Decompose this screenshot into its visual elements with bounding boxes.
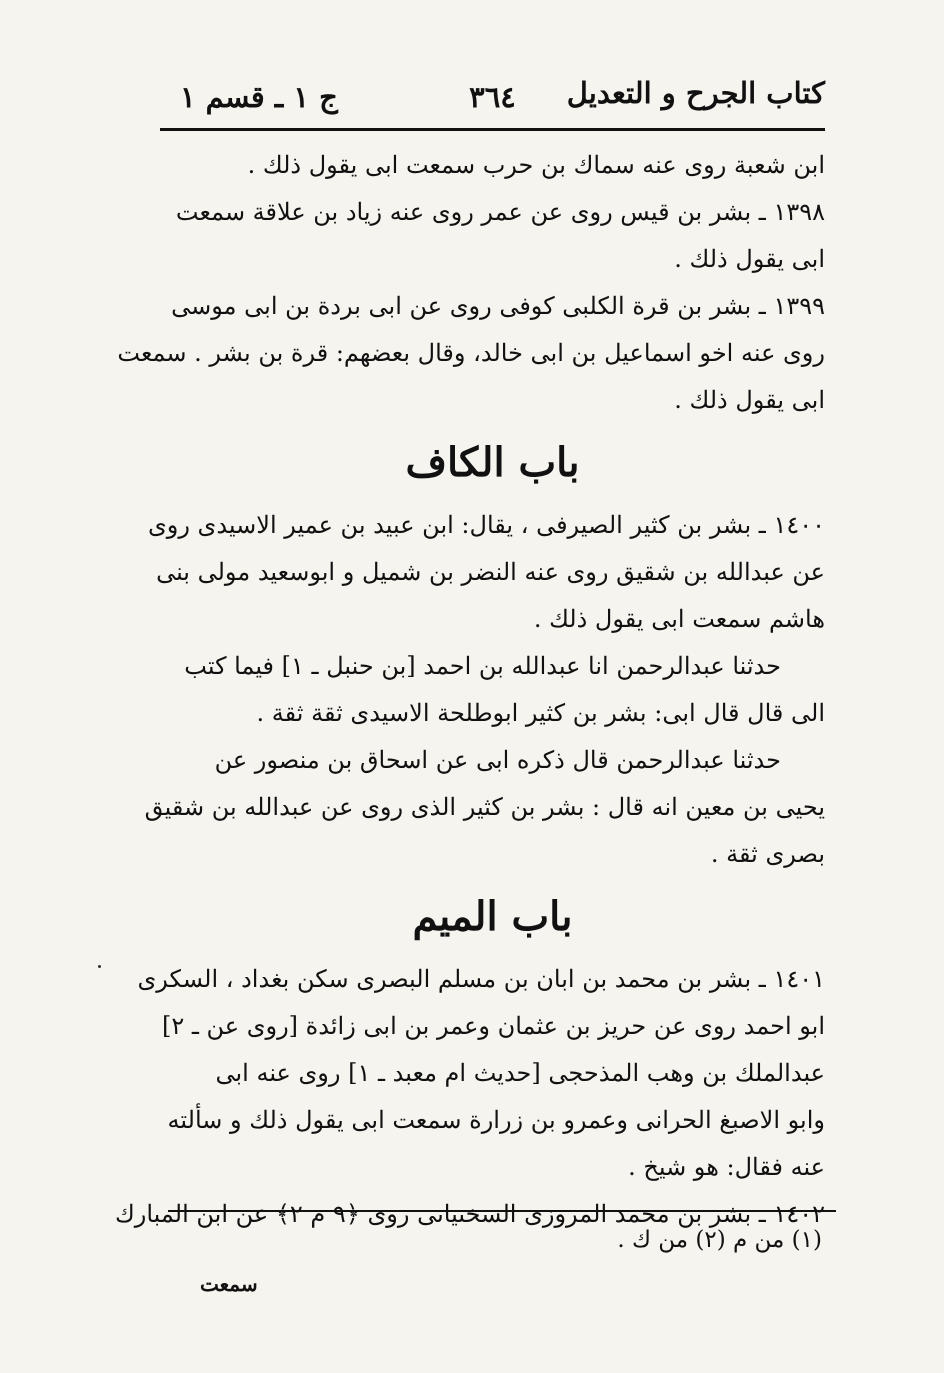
text-line: هاشم سمعت ابى يقول ذلك . bbox=[533, 605, 825, 633]
running-head bbox=[160, 72, 825, 124]
footnote: (١) من م (٢) من ك . bbox=[617, 1227, 822, 1253]
text-line: حدثنا عبدالرحمن قال ذكره ابى عن اسحاق بن منصور عن bbox=[214, 746, 781, 774]
section-heading-kaf: باب الكاف bbox=[405, 439, 580, 486]
entry-1398-line: ١٣٩٨ ـ بشر بن قيس روى عن عمر روى عنه زياد بن علاقة سمعت bbox=[175, 198, 825, 226]
page-number: ٣٦٤ bbox=[469, 80, 516, 114]
text-line: ابى يقول ذلك . bbox=[674, 386, 825, 414]
text-line: عنه فقال: هو شيخ . bbox=[628, 1153, 825, 1181]
header-rule bbox=[160, 128, 825, 131]
entry-1399-line: ١٣٩٩ ـ بشر بن قرة الكلبى كوفى روى عن ابى بردة بن ابى موسى bbox=[171, 292, 825, 320]
text-line: ابن شعبة روى عنه سماك بن حرب سمعت ابى يقول ذلك . bbox=[247, 151, 825, 179]
volume-label: ج ١ ـ قسم ١ bbox=[180, 80, 338, 114]
print-speck bbox=[98, 965, 101, 968]
text-line: عن عبدالله بن شقيق روى عنه النضر بن شميل و ابوسعيد مولى بنى bbox=[156, 558, 825, 586]
catchword: سمعت bbox=[200, 1272, 258, 1296]
entry-1400-line: ١٤٠٠ ـ بشر بن كثير الصيرفى ، يقال: ابن عبيد بن عمير الاسيدى روى bbox=[147, 511, 825, 539]
footnote-rule bbox=[168, 1210, 836, 1212]
text-line: بصرى ثقة . bbox=[710, 840, 825, 868]
text-line: عبدالملك بن وهب المذحجى [حديث ام معبد ـ ١] روى عنه ابى bbox=[215, 1059, 825, 1087]
entry-1402-line: ١٤٠٢ ـ بشر بن محمد المروزى السختيانى روى ﴿٩ م ٢﴾ عن ابن المبارك bbox=[114, 1200, 825, 1228]
entry-1401-line: ١٤٠١ ـ بشر بن محمد بن ابان بن مسلم البصرى سكن بغداد ، السكرى bbox=[137, 965, 825, 993]
page-body bbox=[114, 142, 825, 1238]
text-line: حدثنا عبدالرحمن انا عبدالله بن احمد [بن حنبل ـ ١] فيما كتب bbox=[184, 652, 781, 680]
text-line: روى عنه اخو اسماعيل بن ابى خالد، وقال بعضهم: قرة بن بشر . سمعت bbox=[117, 339, 825, 367]
text-line: ابو احمد روى عن حريز بن عثمان وعمر بن ابى زائدة [روى عن ـ ٢] bbox=[161, 1012, 825, 1040]
book-title: كتاب الجرح و التعديل bbox=[566, 76, 825, 110]
section-heading-mim: باب الميم bbox=[412, 893, 573, 940]
text-line: ابى يقول ذلك . bbox=[674, 245, 825, 273]
text-line: الى قال قال ابى: بشر بن كثير ابوطلحة الاسيدى ثقة ثقة . bbox=[256, 699, 825, 727]
text-line: وابو الاصبغ الحرانى وعمرو بن زرارة سمعت ابى يقول ذلك و سألته bbox=[167, 1106, 825, 1134]
text-line: يحيى بن معين انه قال : بشر بن كثير الذى روى عن عبدالله بن شقيق bbox=[144, 793, 825, 821]
